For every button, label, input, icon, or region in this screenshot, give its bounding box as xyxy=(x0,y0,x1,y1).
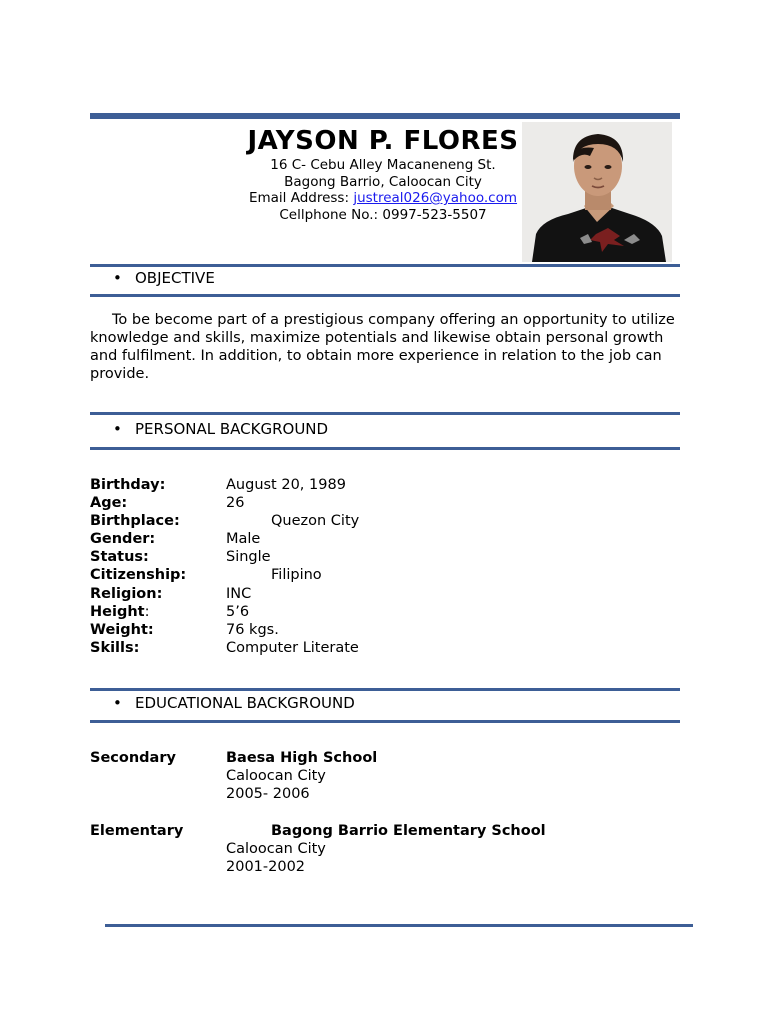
birthday-value: August 20, 1989 xyxy=(226,477,346,493)
objective-heading xyxy=(113,269,215,287)
personal-heading xyxy=(113,420,328,438)
email-line xyxy=(240,190,526,207)
birthplace-label: Birthplace: xyxy=(90,513,180,530)
phone-line: Cellphone No.: 0997-523-5507 xyxy=(279,206,487,223)
age-label: Age: xyxy=(90,495,128,512)
birthplace-value: Quezon City xyxy=(271,513,360,530)
height-colon: : xyxy=(144,603,150,620)
personal-rule-top xyxy=(90,412,680,415)
age-value: 26 xyxy=(226,495,245,512)
objective-paragraph xyxy=(90,311,680,383)
email-link[interactable]: justreal026@yahoo.com xyxy=(353,190,518,206)
school-years: 2001-2002 xyxy=(226,859,306,876)
school-city: Caloocan City xyxy=(226,841,326,858)
address-line-1: 16 C- Cebu Alley Macaneneng St. xyxy=(270,157,496,173)
gender-label: Gender: xyxy=(90,531,156,548)
email-label: Email Address: xyxy=(248,190,354,206)
objective-rule-top xyxy=(90,264,680,267)
skills-label: Skills: xyxy=(90,639,140,656)
education-heading-label: EDUCATIONAL BACKGROUND xyxy=(135,694,355,712)
contact-header xyxy=(240,126,526,223)
school-years: 2005- 2006 xyxy=(226,786,310,803)
height-value: 5’6 xyxy=(226,603,250,620)
school-city: Caloocan City xyxy=(226,768,326,785)
education-heading xyxy=(113,694,355,712)
education-level: Secondary xyxy=(90,750,176,766)
education-rule-bottom xyxy=(90,720,680,723)
birthday-label: Birthday: xyxy=(90,477,166,493)
objective-rule-bottom xyxy=(90,294,680,297)
applicant-photo xyxy=(522,122,672,262)
religion-value: INC xyxy=(226,585,252,602)
weight-value: 76 kgs. xyxy=(226,621,279,638)
citizenship-label: Citizenship: xyxy=(90,567,187,584)
height-label-text: Height xyxy=(90,603,145,620)
applicant-name: JAYSON P. FLORES xyxy=(247,126,519,156)
status-value: Single xyxy=(226,549,271,566)
skills-value: Computer Literate xyxy=(226,639,359,656)
citizenship-value: Filipino xyxy=(271,567,322,584)
top-rule xyxy=(90,113,680,119)
personal-rule-bottom xyxy=(90,447,680,450)
objective-text: To be become part of a prestigious company offering an opportunity to utilize knowledge and skills, maximize potentials and likewise obtain personal growth and fulfilment. In addition, to obtain more experience in relation to the job can provide. xyxy=(90,312,675,382)
personal-heading-label: PERSONAL BACKGROUND xyxy=(135,420,329,438)
bullet-icon: • xyxy=(113,694,122,712)
education-level: Elementary xyxy=(90,823,184,839)
status-label: Status: xyxy=(90,549,149,566)
education-rule-top xyxy=(90,688,680,691)
education-detail xyxy=(226,749,377,804)
school-name: Baesa High School xyxy=(226,750,378,766)
bottom-rule xyxy=(105,924,693,927)
weight-label: Weight: xyxy=(90,621,154,638)
bullet-icon: • xyxy=(113,269,122,287)
height-label xyxy=(90,603,149,621)
bullet-icon: • xyxy=(113,420,122,438)
address-line-2: Bagong Barrio, Caloocan City xyxy=(284,173,482,190)
education-detail xyxy=(226,822,546,877)
objective-heading-label: OBJECTIVE xyxy=(135,269,215,287)
religion-label: Religion: xyxy=(90,585,163,602)
gender-value: Male xyxy=(226,531,261,548)
school-name: Bagong Barrio Elementary School xyxy=(271,823,546,839)
